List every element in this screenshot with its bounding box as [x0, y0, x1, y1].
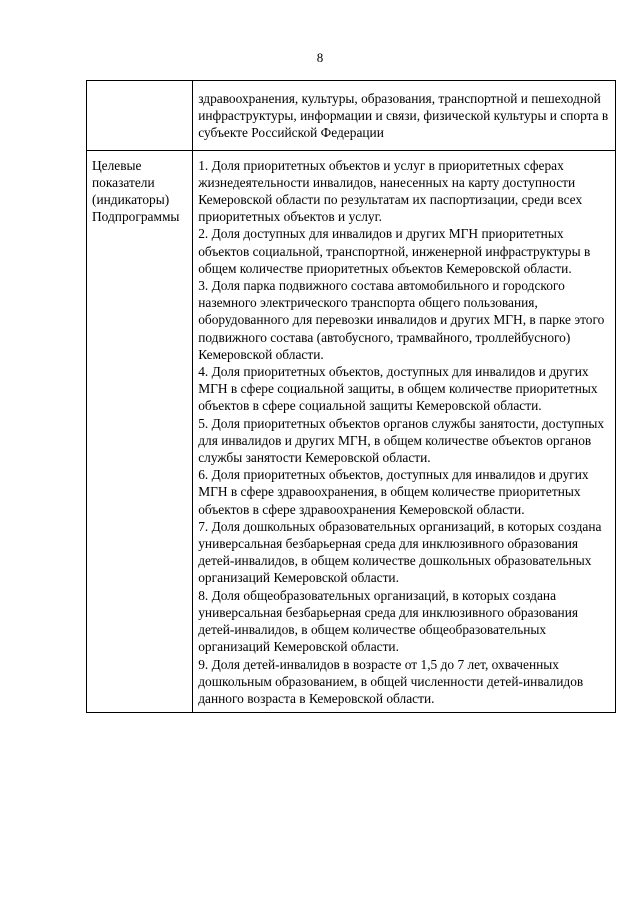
indicator-item: 5. Доля приоритетных объектов органов службы занятости, доступных для инвалидов и других МГН, в общем количестве объектов органов службы занятости Кемеровской области.: [198, 415, 605, 466]
indicator-item: 3. Доля парка подвижного состава автомобильного и городского наземного электрического транспорта общего пользования, оборудованного для перевозки инвалидов и других МГН, в парке этого подвижного состава (автобусного, трамвайного, троллейбусного) Кемеровской области.: [198, 278, 605, 362]
indicators-row: [87, 150, 616, 713]
indicator-item: 2. Доля доступных для инвалидов и других МГН приоритетных объектов социальной, транспортной, инженерной инфраструктуры в общем количестве приоритетных объектов Кемеровской области.: [198, 226, 591, 276]
indicator-item: 6. Доля приоритетных объектов, доступных для инвалидов и других МГН в сфере здравоохранения, в общем количестве приоритетных объектов в сфере здравоохранения Кемеровской области.: [198, 467, 589, 517]
indicators-label-line: (индикаторы): [92, 192, 170, 208]
indicator-item: 4. Доля приоритетных объектов, доступных для инвалидов и других МГН в сфере социальной защиты, в общем количестве приоритетных объектов в сфере социальной защиты Кемеровской области.: [198, 364, 598, 414]
indicators-list-cell: [193, 150, 616, 713]
indicators-label-line: Целевые: [92, 157, 142, 173]
indicator-item: 9. Доля детей-инвалидов в возрасте от 1,5 до 7 лет, охваченных дошкольным образованием, в общей численности детей-инвалидов данного возраста в Кемеровской области.: [198, 656, 584, 706]
continuation-right-cell: здравоохранения, культуры, образования, транспортной и пешеходной инфраструктуры, информации и связи, физической культуры и спорта в субъекте Российской Федерации: [193, 81, 616, 151]
page-number: 8: [316, 50, 324, 65]
program-table: [86, 80, 616, 713]
indicators-label-line: показатели: [92, 174, 155, 190]
continuation-left-cell: [87, 81, 193, 151]
indicators-label-cell: [87, 150, 193, 713]
indicator-item: 1. Доля приоритетных объектов и услуг в приоритетных сферах жизнедеятельности инвалидов, нанесенных на карту доступности Кемеровской области по результатам их паспортизации, среди всех приоритетных объектов и услуг.: [198, 157, 583, 225]
continuation-row: [87, 81, 616, 151]
indicators-label-line: Подпрограммы: [92, 209, 180, 225]
indicator-item: 8. Доля общеобразовательных организаций, в которых создана универсальная безбарьерная среда для инклюзивного образования детей-инвалидов, в общем количестве общеобразовательных организаций Кемеровской области.: [198, 587, 579, 655]
indicator-item: 7. Доля дошкольных образовательных организаций, в которых создана универсальная безбарьерная среда для инклюзивного образования детей-инвалидов, в общем количестве дошкольных образовательных организаций Кемеровской области.: [198, 518, 602, 586]
